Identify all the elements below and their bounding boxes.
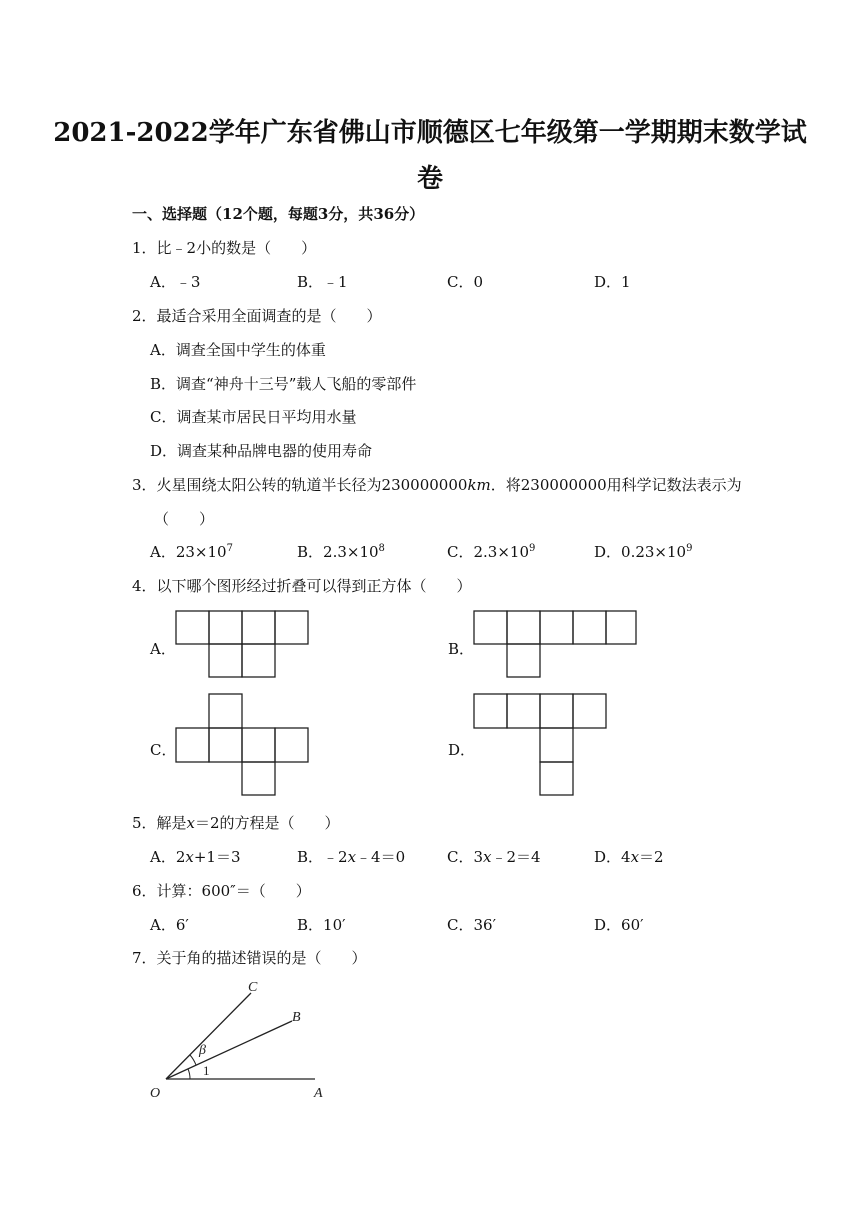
ray-ob [166, 1021, 292, 1079]
q6-option-b: B．10′ [297, 916, 346, 934]
label-angle-1: 1 [203, 1063, 210, 1078]
question-4-stem: 4．以下哪个图形经过折叠可以得到正方体（ ） [132, 577, 472, 595]
q5-option-d [594, 846, 664, 867]
q5-option-a-var: x [185, 848, 194, 866]
q2-option-c: C．调查某市居民日平均用水量 [150, 408, 357, 426]
q5-stem-part2: ＝2的方程是（ ） [195, 814, 340, 832]
q6-option-c: C．36′ [447, 916, 496, 934]
q3-stem-part2: ．将230000000用科学记数法表示为 [490, 476, 742, 494]
question-7-stem: 7．关于角的描述错误的是（ ） [132, 949, 367, 967]
q5-option-a [150, 846, 241, 867]
q3-option-d [594, 541, 692, 562]
q2-option-d: D．调查某种品牌电器的使用寿命 [150, 442, 373, 460]
q4-label-b: B． [448, 640, 475, 658]
question-2-stem: 2．最适合采用全面调查的是（ ） [132, 307, 382, 325]
q4-label-c: C． [150, 741, 177, 759]
q5-option-c [447, 846, 541, 867]
q3-answer-bracket: （ ） [154, 510, 215, 528]
angle-figure [140, 975, 340, 1105]
cube-net-a [170, 605, 315, 685]
label-a: A [314, 1086, 323, 1101]
q5-option-c-part1: C．3 [447, 848, 484, 866]
q5-option-d-var: x [630, 848, 640, 866]
q5-option-c-part2: ﹣2＝4 [491, 848, 541, 866]
q5-option-a-part1: A．2 [150, 848, 186, 866]
q3-option-a [150, 541, 233, 562]
question-3-stem [132, 474, 742, 495]
q3-option-b-base: B．2.3×10 [297, 543, 379, 561]
q5-stem-var: x [186, 814, 196, 832]
label-o: O [150, 1086, 161, 1101]
cube-net-d [468, 688, 613, 800]
cube-net-b [468, 605, 643, 685]
q5-option-c-var: x [483, 848, 492, 866]
question-6-stem: 6．计算：600″＝（ ） [132, 882, 311, 900]
q6-option-a: A．6′ [150, 916, 189, 934]
q3-option-d-base: D．0.23×10 [594, 543, 687, 561]
q5-option-a-part2: +1＝3 [193, 848, 241, 866]
page-title-continued: 卷 [416, 164, 443, 194]
q3-option-c [447, 541, 535, 562]
q4-label-a: A． [150, 640, 176, 658]
q5-option-d-part1: D．4 [594, 848, 631, 866]
q1-option-a: A．﹣3 [150, 273, 201, 291]
q1-option-b: B．﹣1 [297, 273, 348, 291]
q3-option-a-exp: 7 [226, 543, 233, 554]
angle-arc-beta [190, 1055, 196, 1065]
q3-option-b [297, 541, 385, 562]
q2-option-b: B．调查“神舟十三号”载人飞船的零部件 [150, 375, 417, 393]
q3-option-b-exp: 8 [378, 543, 385, 554]
page-title: 2021-2022学年广东省佛山市顺德区七年级第一学期期末数学试 [53, 118, 807, 148]
question-5-stem [132, 812, 340, 833]
label-beta: β [199, 1043, 206, 1058]
q3-option-a-base: A．23×10 [150, 543, 227, 561]
q5-option-b [297, 846, 405, 867]
q4-label-d: D． [448, 741, 476, 759]
q6-option-d: D．60′ [594, 916, 644, 934]
q5-option-b-var: x [347, 848, 357, 866]
q3-stem-part1: 3．火星围绕太阳公转的轨道半长径为230000000 [132, 476, 468, 494]
q5-option-b-part2: ﹣4＝0 [356, 848, 406, 866]
label-c: C [248, 980, 258, 995]
q5-stem-part1: 5．解是 [132, 814, 187, 832]
q1-option-c: C．0 [447, 273, 484, 291]
q3-option-c-exp: 9 [529, 543, 536, 554]
q3-option-d-exp: 9 [686, 543, 693, 554]
label-b: B [292, 1010, 301, 1025]
q5-option-b-part1: B．﹣2 [297, 848, 348, 866]
q1-option-d: D．1 [594, 273, 631, 291]
cube-net-c [170, 688, 315, 800]
section-heading: 一、选择题（12个题，每题3分，共36分） [132, 205, 425, 223]
angle-arc-1 [188, 1069, 190, 1079]
q2-option-a: A．调查全国中学生的体重 [150, 341, 326, 359]
q3-unit: km [467, 476, 491, 494]
question-1-stem: 1．比﹣2小的数是（ ） [132, 239, 317, 257]
q5-option-d-part2: ＝2 [639, 848, 664, 866]
q3-option-c-base: C．2.3×10 [447, 543, 529, 561]
